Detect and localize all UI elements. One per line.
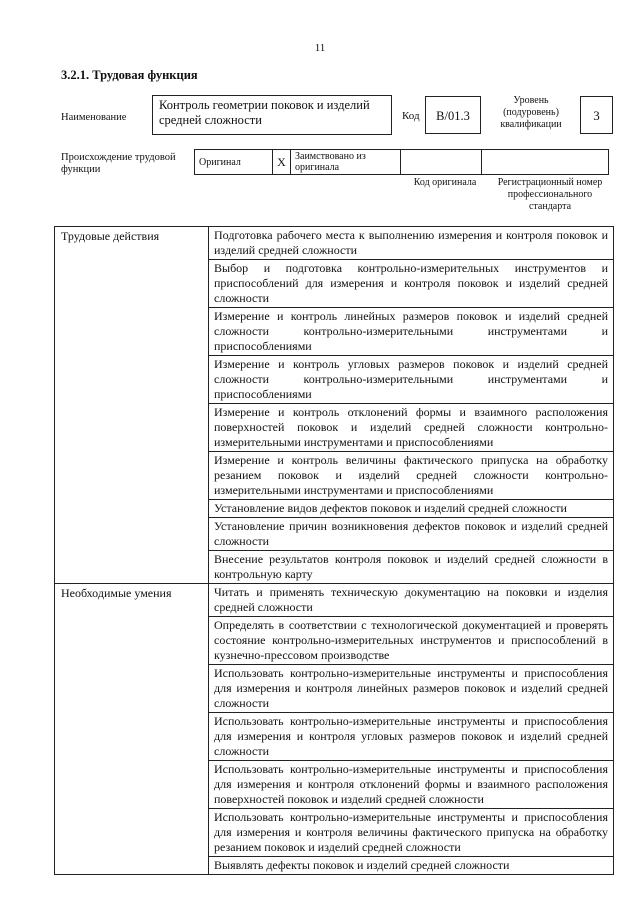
table-row (55, 227, 614, 260)
code-label: Код (402, 110, 420, 122)
list-item: Использовать контрольно-измерительные инструменты и приспособления для измерения и контроля отклонений формы и взаимного расположения поверхностей поковок и изделий средней сложности (209, 761, 614, 809)
origin-label: Происхождение трудовой функции (61, 152, 176, 175)
original-code-label: Код оригинала (413, 177, 477, 188)
section-title: 3.2.1. Трудовая функция (61, 68, 198, 82)
labor-actions-heading: Трудовые действия (55, 227, 209, 584)
list-item: Выбор и подготовка контрольно-измерительных инструментов и приспособлений для измерения и контроля поковок и изделий средней сложности (209, 260, 614, 308)
list-item: Использовать контрольно-измерительные инструменты и приспособления для измерения и контроля угловых размеров поковок и изделий средней сложности (209, 713, 614, 761)
origin-table (194, 149, 609, 175)
list-item: Определять в соответствии с технологической документацией и проверять состояние контрольно-измерительных инструментов и приспособлений в кузнечно-прессовом производстве (209, 617, 614, 665)
function-code-box: B/01.3 (425, 96, 481, 134)
required-skills-heading: Необходимые умения (55, 584, 209, 875)
qualification-level-box: 3 (580, 96, 613, 134)
name-label: Наименование (61, 112, 127, 123)
function-name-box: Контроль геометрии поковок и изделий средней сложности (152, 95, 392, 135)
list-item: Читать и применять техническую документацию на поковки и изделия средней сложности (209, 584, 614, 617)
list-item: Измерение и контроль величины фактического припуска на обработку резанием поковок и изделий средней сложности контрольно-измерительными инструментами и приспособлениями (209, 452, 614, 500)
list-item: Измерение и контроль отклонений формы и взаимного расположения поверхностей поковок и изделий средней сложности контрольно-измерительными инструментами и приспособлениями (209, 404, 614, 452)
original-code-cell (401, 150, 482, 175)
original-label: Оригинал (195, 150, 273, 175)
original-mark: X (273, 150, 291, 175)
page-number: 11 (314, 42, 326, 54)
list-item: Установление видов дефектов поковок и изделий средней сложности (209, 500, 614, 518)
function-details-table (54, 226, 614, 875)
table-row (55, 584, 614, 617)
list-item: Внесение результатов контроля поковок и изделий средней сложности в контрольную карту (209, 551, 614, 584)
list-item: Выявлять дефекты поковок и изделий средней сложности (209, 857, 614, 875)
borrowed-label: Заимствовано из оригинала (291, 150, 401, 175)
list-item: Измерение и контроль линейных размеров поковок и изделий средней сложности контрольно-измерительными инструментами и приспособлениями (209, 308, 614, 356)
reg-number-cell (482, 150, 609, 175)
list-item: Использовать контрольно-измерительные инструменты и приспособления для измерения и контроля величины фактического припуска на обработку резанием поковок и изделий средней сложности (209, 809, 614, 857)
list-item: Измерение и контроль угловых размеров поковок и изделий средней сложности контрольно-измерительными инструментами и приспособлениями (209, 356, 614, 404)
qualification-level-label: Уровень (подуровень) квалификации (500, 95, 562, 130)
list-item: Подготовка рабочего места к выполнению измерения и контроля поковок и изделий средней сложности (209, 227, 614, 260)
list-item: Использовать контрольно-измерительные инструменты и приспособления для измерения и контроля линейных размеров поковок и изделий средней сложности (209, 665, 614, 713)
list-item: Установление причин возникновения дефектов поковок и изделий средней сложности (209, 518, 614, 551)
reg-number-label: Регистрационный номер профессионального стандарта (497, 177, 603, 212)
